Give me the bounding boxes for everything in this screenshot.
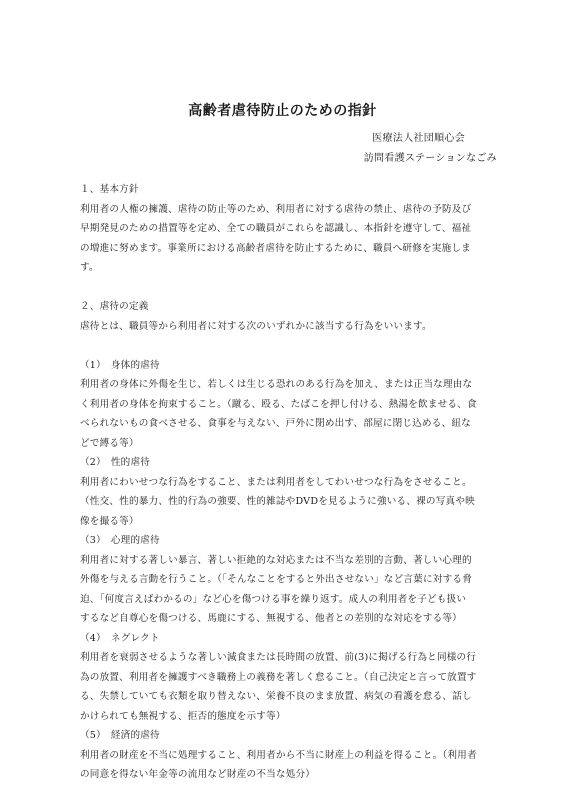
section-heading-basic-policy: １、基本方針 <box>80 184 139 195</box>
document-title: 高齢者虐待防止のための指針 <box>188 103 377 119</box>
section-heading-definition: ２、虐待の定義 <box>80 301 149 312</box>
paragraph-line: く利用者の身体を拘束すること。（蹴る、殴る、たばこを押し付ける、熱湯を飲ませる、食 <box>80 398 477 410</box>
paragraph-line: 迫、「何度言えばわかるの」など心を傷つける事を繰り返す。成人の利用者を子ども扱い <box>80 593 467 605</box>
organization-name: 医療法人社団順心会 <box>372 133 465 144</box>
paragraph-line: す。 <box>80 262 99 273</box>
document-body <box>80 180 490 785</box>
paragraph-line: 為の放置、利用者を擁護すべき職務上の義務を著しく怠ること。（自己決定と言って放置す <box>80 671 477 683</box>
paragraph-line: 利用者の財産を不当に処理すること、利用者から不当に財産上の利益を得ること。（利用者 <box>80 749 477 761</box>
paragraph-line: 利用者の人権の擁護、虐待の防止等のため、利用者に対する虐待の禁止、虐待の予防及び <box>80 203 472 215</box>
paragraph-line: どで縛る等） <box>80 437 139 449</box>
station-name: 訪問看護ステーションなごみ <box>363 153 497 164</box>
paragraph-line: 利用者に対する著しい暴言、著しい拒絶的な対応または不当な差別的言動、著しい心理的 <box>80 554 472 566</box>
paragraph-line: 像を撮る等） <box>80 515 139 527</box>
paragraph-line: る、失禁していても衣類を取り替えない、栄養不良のまま放置、病気の看護を怠る、話し <box>80 691 472 702</box>
paragraph-line: の増進に努めます。事業所における高齢者虐待を防止するために、職員へ研修を実施しま <box>80 242 471 254</box>
item-heading-sexual-abuse: （2） 性的虐待 <box>80 457 151 468</box>
paragraph-line: 虐待とは、職員等から利用者に対する次のいずれかに該当する行為をいいます。 <box>80 320 432 332</box>
paragraph-line: 利用者を衰弱させるような著しい減食または長時間の放置、前(3)に掲げる行為と同様の行 <box>80 652 477 663</box>
paragraph-line: べられないもの食べさせる、食事を与えない、戸外に閉め出す、部屋に閉じ込める、紐な <box>80 418 471 429</box>
item-heading-psychological-abuse: （3） 心理的虐待 <box>80 535 160 546</box>
paragraph-line: （性交、性的暴力、性的行為の強要、性的雑誌やDVDを見るように強いる、裸の写真や映 <box>80 496 475 507</box>
spacer <box>80 336 490 356</box>
paragraph-line: の同意を得ない年金等の流用など財産の不当な処分） <box>80 769 316 780</box>
item-heading-economic-abuse: （5） 経済的虐待 <box>80 730 160 741</box>
paragraph-line: かけられても無視する、拒否的態度を示す等） <box>80 710 286 722</box>
paragraph-line: 外傷を与える言動を行うこと。（「そんなことをすると外出させない」など言葉に対する脅 <box>80 574 472 585</box>
spacer <box>80 278 490 298</box>
item-heading-physical-abuse: （1） 身体的虐待 <box>80 359 160 371</box>
paragraph-line: 利用者にわいせつな行為をすること、または利用者をしてわいせつな行為をさせること。 <box>80 476 472 488</box>
item-heading-neglect: （4） ネグレクト <box>80 632 160 644</box>
paragraph-line: 早期発見のための措置等を定め、全ての職員がこれらを認識し、本指針を遵守して、福祉 <box>80 223 472 234</box>
paragraph-line: 利用者の身体に外傷を生じ、若しくは生じる恐れのある行為を加え、または正当な理由な <box>80 379 473 390</box>
paragraph-line: するなど自尊心を傷つける、馬鹿にする、無視する、他者との差別的な対応をする等） <box>80 613 462 624</box>
